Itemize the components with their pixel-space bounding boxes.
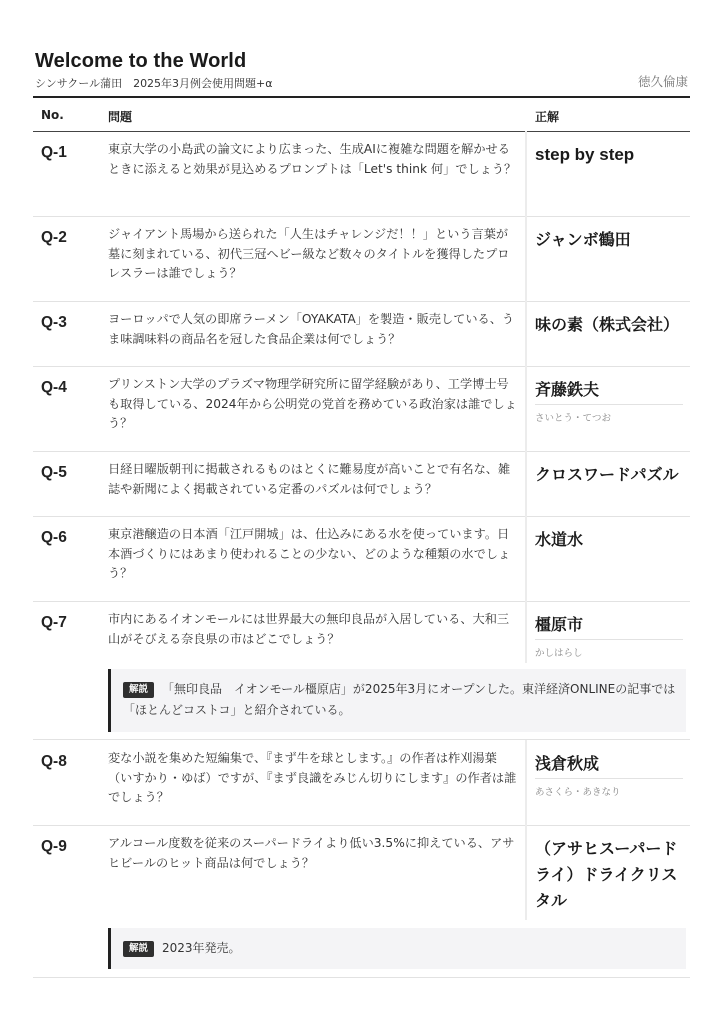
- table-header: [33, 98, 690, 132]
- answer-text: 斉藤鉄夫: [535, 380, 600, 399]
- question-text: アルコール度数を従来のスーパードライより低い3.5%に抑えている、アサヒビールのヒット商品は何でしょう？: [108, 836, 515, 870]
- commentary-text: 2023年発売。: [162, 941, 241, 955]
- reading-divider: [535, 639, 683, 640]
- column-divider: [525, 301, 527, 366]
- question-number: Q-1: [41, 144, 67, 161]
- question-text: プリンストン大学のプラズマ物理学研究所に留学経験があり、工学博士号も取得している、2024年から公明党の党首を務めている政治家は誰でしょう？: [108, 377, 517, 430]
- row-divider: [33, 977, 690, 978]
- question-text: 変な小説を集めた短編集で、『まず牛を球とします。』の作者は柞刈湯葉（いすかり・ゆば）ですが、『まず良識をみじん切りにします』の作者は誰でしょう？: [108, 751, 517, 804]
- column-divider: [525, 601, 527, 663]
- table-row: [33, 516, 690, 602]
- column-divider: [525, 740, 527, 825]
- column-divider: [525, 451, 527, 516]
- question-number: Q-9: [41, 838, 67, 855]
- column-divider: [525, 131, 527, 216]
- author-name: 徳久倫康: [637, 74, 688, 89]
- question-number: Q-3: [41, 314, 67, 331]
- question-text: ヨーロッパで人気の即席ラーメン「OYAKATA」を製造・販売している、うま味調味料の商品名を冠した食品企業は何でしょう？: [108, 312, 515, 346]
- answer-text: ジャンボ鶴田: [535, 230, 631, 249]
- table-row: [33, 740, 690, 826]
- question-text: 東京大学の小島武の論文により広まった、生成AIに複雑な問題を解かせるときに添えると効果が見込めるプロンプトは「Let's think 何」でしょう？: [108, 142, 517, 176]
- table-row: [33, 131, 690, 217]
- answer-text: 浅倉秋成: [535, 754, 600, 773]
- answer-text: 味の素（株式会社）: [535, 315, 680, 334]
- answer-text: 水道水: [535, 530, 584, 549]
- reading-divider: [535, 778, 683, 779]
- question-number: Q-2: [41, 229, 67, 246]
- column-header-answer: 正解: [535, 110, 560, 124]
- column-divider: [525, 216, 527, 301]
- table-row: [33, 601, 690, 663]
- table-row: [33, 825, 690, 920]
- commentary-content: [123, 679, 678, 721]
- answer-text: 橿原市: [535, 615, 584, 634]
- table-row: [33, 216, 690, 302]
- commentary-box: [108, 669, 686, 732]
- question-number: Q-6: [41, 529, 67, 546]
- page-subtitle: シンサクール蒲田 2025年3月例会使用問題+α: [35, 77, 273, 90]
- question-text: 市内にあるイオンモールには世界最大の無印良品が入居している、大和三山がそびえる奈良県の市はどこでしょう？: [108, 612, 510, 646]
- answer-text: （アサヒスーパードライ）ドライクリスタル: [535, 839, 678, 910]
- table-row: [33, 366, 690, 452]
- question-number: Q-5: [41, 464, 67, 481]
- reading-divider: [535, 404, 683, 405]
- question-number: Q-7: [41, 614, 67, 631]
- commentary-box: [108, 928, 686, 969]
- question-number: Q-4: [41, 379, 67, 396]
- table-row: [33, 451, 690, 517]
- column-divider: [525, 366, 527, 451]
- page-title: Welcome to the World: [35, 50, 247, 72]
- question-text: ジャイアント馬場から送られた「人生はチャレンジだ！！」という言葉が墓に刻まれている、初代三冠ヘビー級など数々のタイトルを獲得したプロレスラーは誰でしょう？: [108, 227, 510, 280]
- commentary-content: [123, 938, 678, 959]
- question-number: Q-8: [41, 753, 67, 770]
- commentary-text: 「無印良品 イオンモール橿原店」が2025年3月にオープンした。東洋経済ONLINEの記事では「ほとんどコストコ」と紹介されている。: [123, 682, 676, 717]
- commentary-badge: 解説: [123, 682, 154, 698]
- answer-text: クロスワードパズル: [535, 465, 679, 484]
- question-text: 日経日曜版朝刊に掲載されるものはとくに難易度が高いことで有名な、雑誌や新聞によく掲載されている定番のパズルは何でしょう？: [108, 462, 511, 496]
- answer-reading: さいとう・てつお: [535, 413, 612, 424]
- answer-text: step by step: [535, 145, 635, 164]
- column-header-question: 問題: [108, 110, 133, 124]
- commentary-badge: 解説: [123, 941, 154, 957]
- answer-reading: あさくら・あきなり: [535, 787, 621, 798]
- column-header-no: No.: [41, 108, 64, 122]
- question-text: 東京港醸造の日本酒「江戸開城」は、仕込みにある水を使っています。日本酒づくりにはあまり使われることの少ない、どのような種類の水でしょう？: [108, 527, 511, 580]
- answer-reading: かしはらし: [535, 648, 583, 659]
- column-divider: [525, 825, 527, 920]
- table-row: [33, 301, 690, 367]
- column-divider: [525, 516, 527, 601]
